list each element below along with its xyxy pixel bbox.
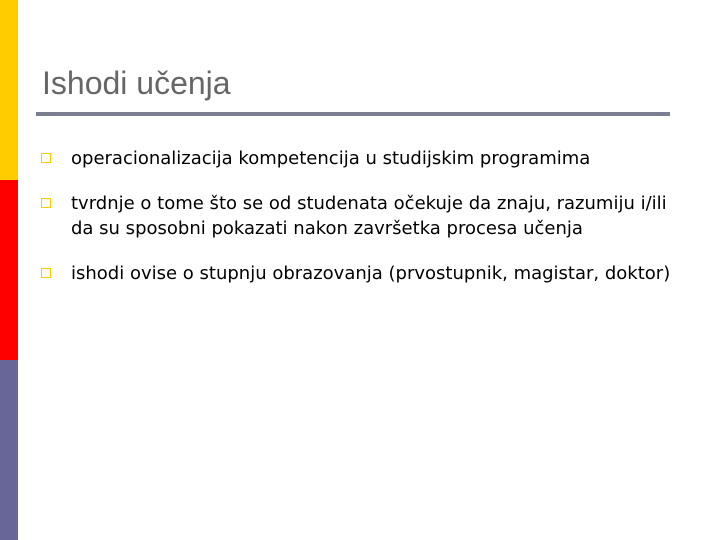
bullet-item [38, 146, 678, 171]
side-bar-purple [0, 360, 18, 540]
title-divider [36, 112, 670, 116]
square-bullet-icon [41, 268, 51, 278]
bullet-item [38, 191, 678, 241]
bullet-item [38, 261, 678, 286]
slide-title: Ishodi učenja [42, 65, 231, 101]
side-bar-yellow [0, 0, 18, 180]
square-bullet-icon [41, 153, 51, 163]
bullet-text: ishodi ovise o stupnju obrazovanja (prvostupnik, magistar, doktor) [71, 263, 671, 284]
bullet-text: operacionalizacija kompetencija u studijskim programima [71, 148, 591, 169]
side-bar-red [0, 180, 18, 360]
bullet-list [38, 146, 678, 306]
bullet-text: tvrdnje o tome što se od studenata očekuje da znaju, razumiju i/ili da su sposobni pokazati nakon završetka procesa učenja [71, 193, 667, 239]
square-bullet-icon [41, 198, 51, 208]
